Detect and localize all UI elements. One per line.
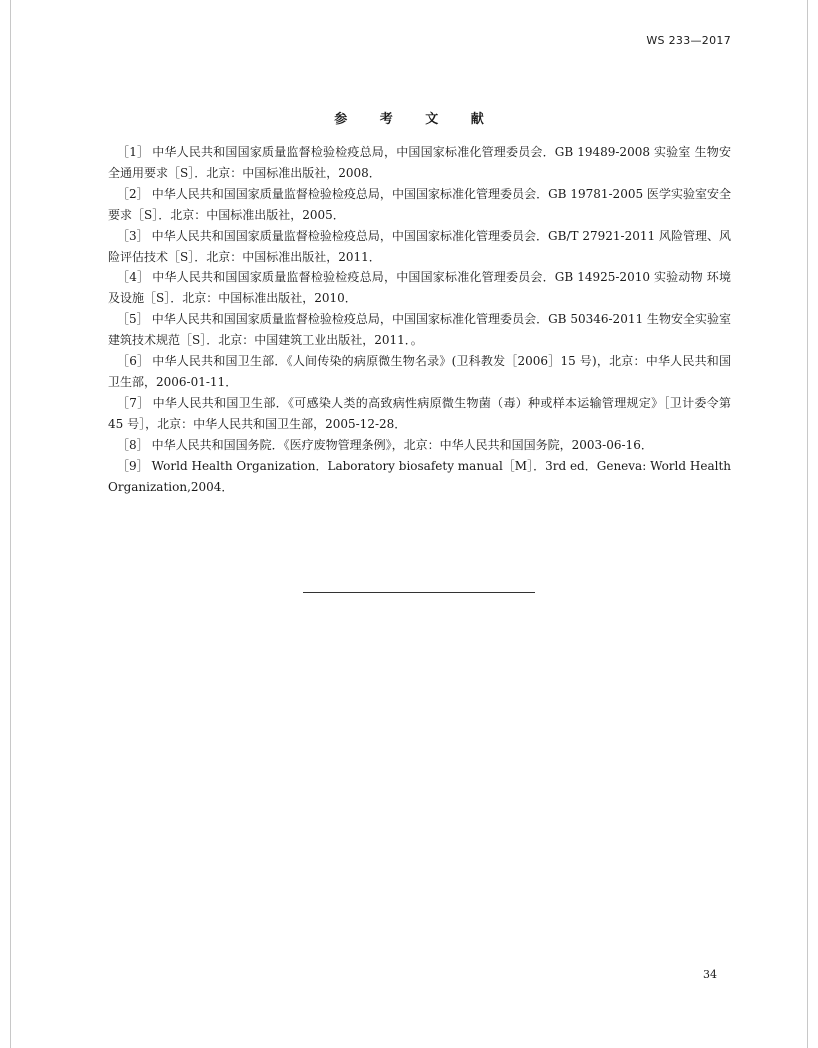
reference-text: 中华人民共和国卫生部．《人间传染的病原微生物名录》(卫科教发［2006］15 号)，北京：中华人民共和国卫生部，2006-01-11．	[108, 354, 731, 389]
reference-number: ［3］	[117, 228, 149, 243]
reference-item-7	[108, 393, 731, 435]
reference-number: ［1］	[117, 145, 150, 159]
reference-item-4	[108, 267, 731, 309]
reference-number: ［6］	[117, 354, 150, 369]
reference-text: 中华人民共和国国家质量监督检验检疫总局，中国国家标准化管理委员会．GB 19489-2008 实验室 生物安全通用要求［S］．北京：中国标准出版社，2008．	[108, 145, 731, 180]
reference-item-9	[108, 456, 731, 498]
reference-text: 中华人民共和国国家质量监督检验检疫总局，中国国家标准化管理委员会．GB 50346-2011 生物安全实验室建筑技术规范［S］．北京：中国建筑工业出版社，2011．。	[108, 312, 732, 348]
reference-item-8	[108, 435, 731, 456]
reference-number: ［7］	[117, 395, 150, 410]
reference-number: ［2］	[117, 186, 149, 201]
end-divider	[303, 592, 535, 593]
document-page	[10, 0, 808, 1048]
reference-item-6	[108, 351, 731, 393]
reference-list	[108, 142, 731, 497]
reference-item-3	[108, 226, 731, 268]
reference-text: 中华人民共和国国家质量监督检验检疫总局，中国国家标准化管理委员会．GB/T 27921-2011 风险管理、风险评估技术［S］．北京：中国标准出版社，2011．	[108, 228, 731, 264]
standard-code: WS 233—2017	[646, 34, 731, 47]
reference-item-5	[108, 309, 731, 351]
section-title: 参 考 文 献	[334, 112, 498, 127]
reference-text: 中华人民共和国国务院．《医疗废物管理条例》，北京：中华人民共和国国务院，2003-06-16．	[151, 437, 653, 452]
reference-number: ［5］	[117, 312, 149, 327]
reference-number: ［9］	[117, 458, 149, 473]
reference-item-1	[108, 142, 731, 184]
reference-number: ［8］	[117, 437, 149, 452]
reference-text: 中华人民共和国卫生部．《可感染人类的高致病性病原微生物菌（毒）种或样本运输管理规定》［卫计委令第 45 号］，北京：中华人民共和国卫生部，2005-12-28．	[108, 395, 731, 431]
page-number: 34	[703, 968, 717, 981]
reference-number: ［4］	[117, 270, 150, 285]
reference-text: 中华人民共和国国家质量监督检验检疫总局，中国国家标准化管理委员会．GB 19781-2005 医学实验室安全要求［S］．北京：中国标准出版社，2005．	[108, 186, 732, 222]
reference-item-2	[108, 184, 731, 226]
reference-text: World Health Organization．Laboratory biosafety manual［M］．3rd ed．Geneva: World Health Organization,2004．	[108, 458, 731, 494]
reference-text: 中华人民共和国国家质量监督检验检疫总局，中国国家标准化管理委员会．GB 14925-2010 实验动物 环境及设施［S］．北京：中国标准出版社，2010．	[108, 270, 731, 306]
